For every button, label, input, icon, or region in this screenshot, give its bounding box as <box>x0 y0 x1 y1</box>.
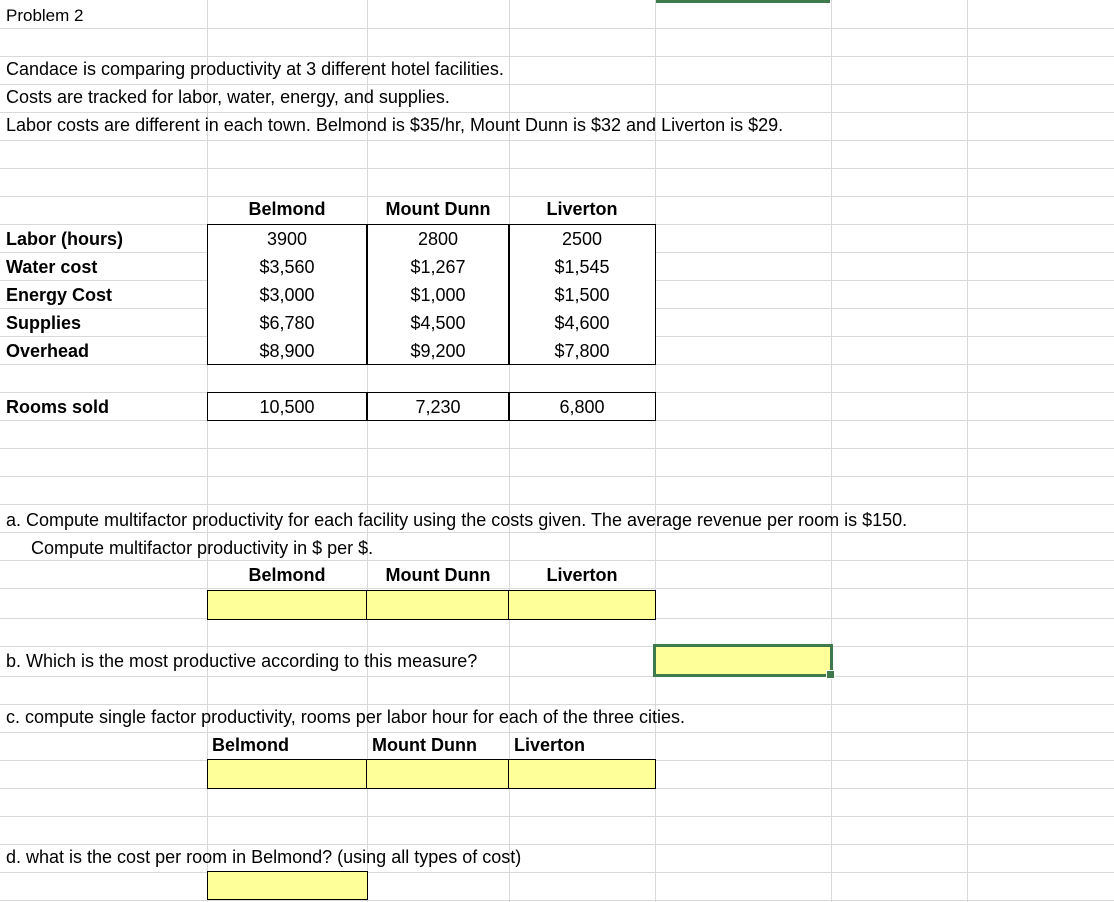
c-header-mount-dunn: Mount Dunn <box>372 735 477 755</box>
intro-line-2: Costs are tracked for labor, water, energy, and supplies. <box>6 87 450 107</box>
cell-labor-belmond[interactable]: 3900 <box>266 229 308 249</box>
header-belmond: Belmond <box>248 199 326 219</box>
cell-energy-liverton[interactable]: $1,500 <box>554 285 610 305</box>
answer-c-belmond-input[interactable] <box>207 759 368 789</box>
c-header-belmond: Belmond <box>212 735 290 755</box>
rooms-sold-mount-dunn[interactable]: 7,230 <box>415 397 461 417</box>
intro-line-1: Candace is comparing productivity at 3 different hotel facilities. <box>6 59 504 79</box>
answer-c-liverton-input[interactable] <box>508 759 656 789</box>
column-selection-indicator <box>656 0 830 3</box>
cell-supplies-mount-dunn[interactable]: $4,500 <box>410 313 466 333</box>
header-mount-dunn: Mount Dunn <box>385 199 491 219</box>
answer-a-belmond-input[interactable] <box>207 590 368 620</box>
row-label-water: Water cost <box>6 257 98 277</box>
answer-d-input[interactable] <box>207 871 368 900</box>
cell-supplies-belmond[interactable]: $6,780 <box>259 313 315 333</box>
question-a-line-1: a. Compute multifactor productivity for each facility using the costs given. The average revenue per room is $150. <box>6 510 908 530</box>
header-liverton: Liverton <box>546 199 618 219</box>
c-header-liverton: Liverton <box>514 735 586 755</box>
question-b-text: b. Which is the most productive according to this measure? <box>6 651 478 671</box>
cell-labor-mount-dunn[interactable]: 2800 <box>417 229 459 249</box>
cell-supplies-liverton[interactable]: $4,600 <box>554 313 610 333</box>
cell-overhead-mount-dunn[interactable]: $9,200 <box>410 341 466 361</box>
row-label-overhead: Overhead <box>6 341 90 361</box>
row-label-energy: Energy Cost <box>6 285 113 305</box>
cell-energy-belmond[interactable]: $3,000 <box>259 285 315 305</box>
question-c-text: c. compute single factor productivity, rooms per labor hour for each of the three cities. <box>6 707 685 727</box>
row-label-supplies: Supplies <box>6 313 82 333</box>
cell-water-liverton[interactable]: $1,545 <box>554 257 610 277</box>
cell-water-mount-dunn[interactable]: $1,267 <box>410 257 466 277</box>
question-d-text: d. what is the cost per room in Belmond? (using all types of cost) <box>6 847 522 867</box>
cell-water-belmond[interactable]: $3,560 <box>259 257 315 277</box>
cell-labor-liverton[interactable]: 2500 <box>561 229 603 249</box>
cell-overhead-belmond[interactable]: $8,900 <box>259 341 315 361</box>
a-header-liverton: Liverton <box>546 565 618 585</box>
rooms-sold-label: Rooms sold <box>6 397 110 417</box>
rooms-sold-belmond[interactable]: 10,500 <box>259 397 315 417</box>
fill-handle[interactable] <box>826 670 835 679</box>
answer-a-liverton-input[interactable] <box>508 590 656 620</box>
a-header-belmond: Belmond <box>248 565 326 585</box>
rooms-sold-liverton[interactable]: 6,800 <box>559 397 605 417</box>
answer-c-mount-dunn-input[interactable] <box>366 759 510 789</box>
problem-title: Problem 2 <box>6 6 84 25</box>
cell-overhead-liverton[interactable]: $7,800 <box>554 341 610 361</box>
intro-line-3: Labor costs are different in each town. Belmond is $35/hr, Mount Dunn is $32 and Liverton is $29. <box>6 115 784 135</box>
row-label-labor: Labor (hours) <box>6 229 123 249</box>
cell-energy-mount-dunn[interactable]: $1,000 <box>410 285 466 305</box>
question-a-line-2: Compute multifactor productivity in $ per $. <box>31 538 374 558</box>
answer-b-selected-cell[interactable] <box>653 644 833 677</box>
a-header-mount-dunn: Mount Dunn <box>385 565 491 585</box>
answer-a-mount-dunn-input[interactable] <box>366 590 510 620</box>
